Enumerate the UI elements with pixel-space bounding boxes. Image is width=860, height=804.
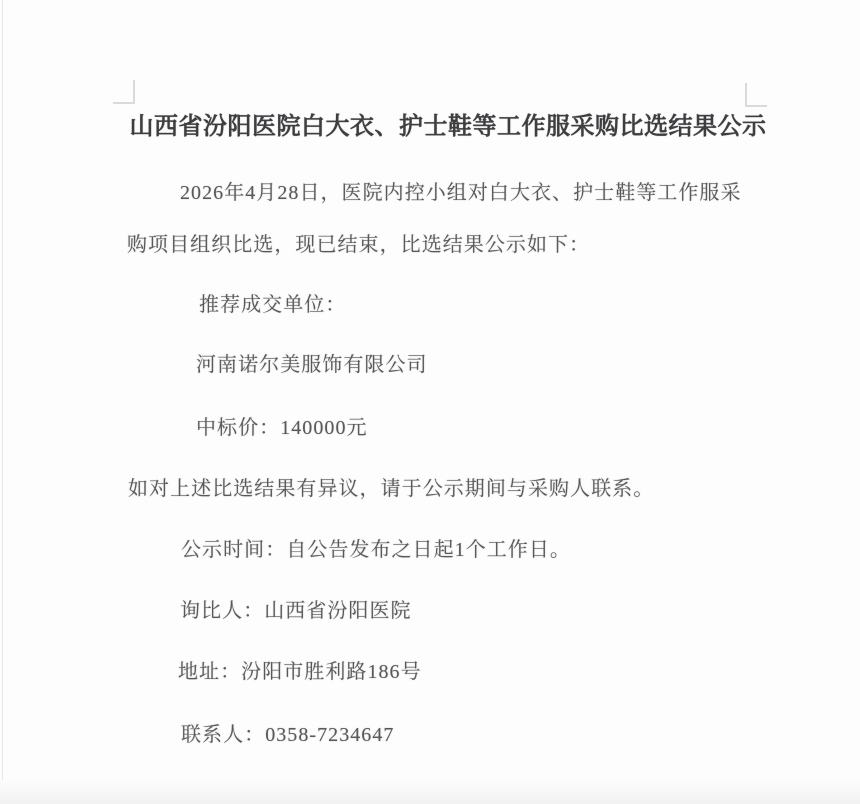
- contact-phone-line: 联系人：0358-7234647: [181, 724, 395, 746]
- inquiry-party-line: 询比人：山西省汾阳医院: [180, 600, 412, 622]
- publicity-period-line: 公示时间：自公告发布之日起1个工作日。: [181, 539, 571, 561]
- intro-paragraph-line1: 2026年4月28日，医院内控小组对白大衣、护士鞋等工作服采: [180, 182, 742, 204]
- recommended-winner-label: 推荐成交单位：: [199, 294, 347, 316]
- address-line: 地址：汾阳市胜利路186号: [178, 661, 422, 683]
- margin-corner-mark-right: [745, 83, 767, 107]
- photo-bottom-shade: [0, 778, 860, 804]
- objection-notice-line: 如对上述比选结果有异议，请于公示期间与采购人联系。: [128, 478, 655, 500]
- document-title: 山西省汾阳医院白大衣、护士鞋等工作服采购比选结果公示: [129, 114, 767, 140]
- margin-corner-mark-left: [113, 80, 135, 104]
- winner-company-name: 河南诺尔美服饰有限公司: [196, 354, 428, 376]
- bid-price-line: 中标价：140000元: [196, 417, 368, 439]
- intro-paragraph-line2: 购项目组织比选，现已结束，比选结果公示如下：: [127, 234, 591, 256]
